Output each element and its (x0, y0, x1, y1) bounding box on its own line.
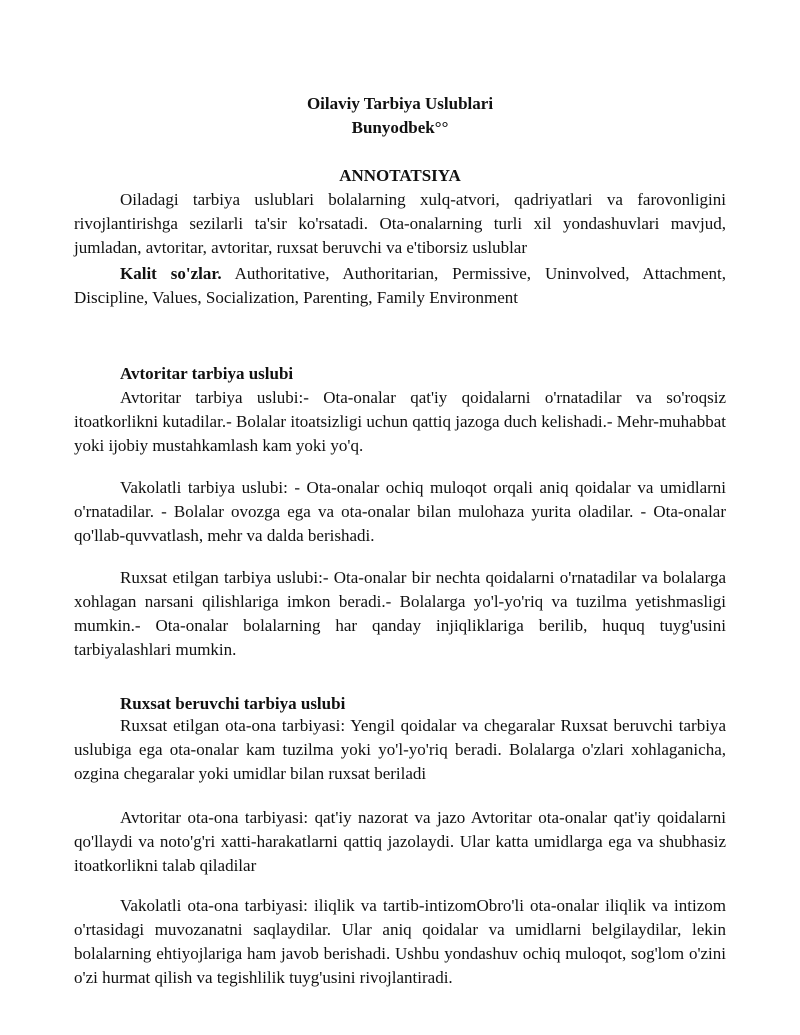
section-heading-authoritarian: Avtoritar tarbiya uslubi (120, 364, 294, 383)
paragraph-authoritarian: Avtoritar tarbiya uslubi:- Ota-onalar qat'iy qoidalarni o'rnatadilar va so'roqsiz itoatkorlikni kutadilar.- Bolalar itoatsizligi uchun qattiq jazoga duch kelishadi.- Mehr-muhabbat yoki ijobiy mustahkamlash kam yoki yo'q. (74, 388, 726, 455)
annotation-paragraph: Oiladagi tarbiya uslublari bolalarning xulq-atvori, qadriyatlari va farovonligini rivojlantirishga sezilarli ta'sir ko'rsatadi. Ota-onalarning turli xil yondashuvlari mavjud, jumladan, avtoritar, avtoritar, ruxsat beruvchi va e'tiborsiz uslublar (74, 190, 726, 257)
paragraph-permissive-parenting: Ruxsat etilgan ota-ona tarbiyasi: Yengil qoidalar va chegaralar Ruxsat beruvchi tarbiya uslubiga ega ota-onalar kam tuzilma yoki yo'l-yo'riq beradi. Bolalarga o'zlari xohlaganicha, ozgina chegaralar yoki umidlar bilan ruxsat beriladi (74, 716, 726, 783)
paragraph-authoritarian-parenting: Avtoritar ota-ona tarbiyasi: qat'iy nazorat va jazo Avtoritar ota-onalar qat'iy qoidalarni qo'llaydi va noto'g'ri xatti-harakatlarni qattiq jazolaydi. Ular katta umidlarga ega va shubhasiz itoatkorlikni talab qiladilar (74, 808, 726, 875)
keywords-text: Authoritative, Authoritarian, Permissive, Uninvolved, Attachment, Discipline, Values, Socialization, Parenting, Family Environment (74, 264, 726, 307)
keywords-label: Kalit so'zlar. (120, 264, 222, 283)
document-title: Oilaviy Tarbiya Uslublari (306, 94, 494, 113)
author-name: Bunyodbek°° (351, 118, 449, 137)
annotation-heading: ANNOTATSIYA (339, 166, 461, 185)
paragraph-permissive: Ruxsat etilgan tarbiya uslubi:- Ota-onalar bir nechta qoidalarni o'rnatadilar va bolalarga xohlagan narsani qilishlariga imkon beradi.- Bolalarga yo'l-yo'riq va tuzilma yetishmasligi mumkin.- Ota-onalar bolalarning har qanday injiqliklariga berilib, huquq tuyg'usini tarbiyalashlari mumkin. (74, 568, 726, 659)
section-heading-permissive: Ruxsat beruvchi tarbiya uslubi (120, 694, 346, 713)
paragraph-authoritative-parenting: Vakolatli ota-ona tarbiyasi: iliqlik va tartib-intizomObro'li ota-onalar iliqlik va intizom o'rtasidagi muvozanatni saqlaydilar. Ular aniq qoidalar va umidlarni belgilaydilar, lekin bolalarning ehtiyojlariga ham javob berishadi. Ushbu yondashuv ochiq muloqot, sog'lom o'zini o'zi hurmat qilish va tegishlilik tuyg'usini rivojlantiradi. (74, 896, 726, 987)
paragraph-authoritative: Vakolatli tarbiya uslubi: - Ota-onalar ochiq muloqot orqali aniq qoidalar va umidlarni o'rnatadilar. - Bolalar ovozga ega va ota-onalar bilan mulohaza yurita oladilar. - Ota-onalar qo'llab-quvvatlash, mehr va dalda berishadi. (74, 478, 726, 545)
keywords-paragraph (74, 262, 726, 310)
